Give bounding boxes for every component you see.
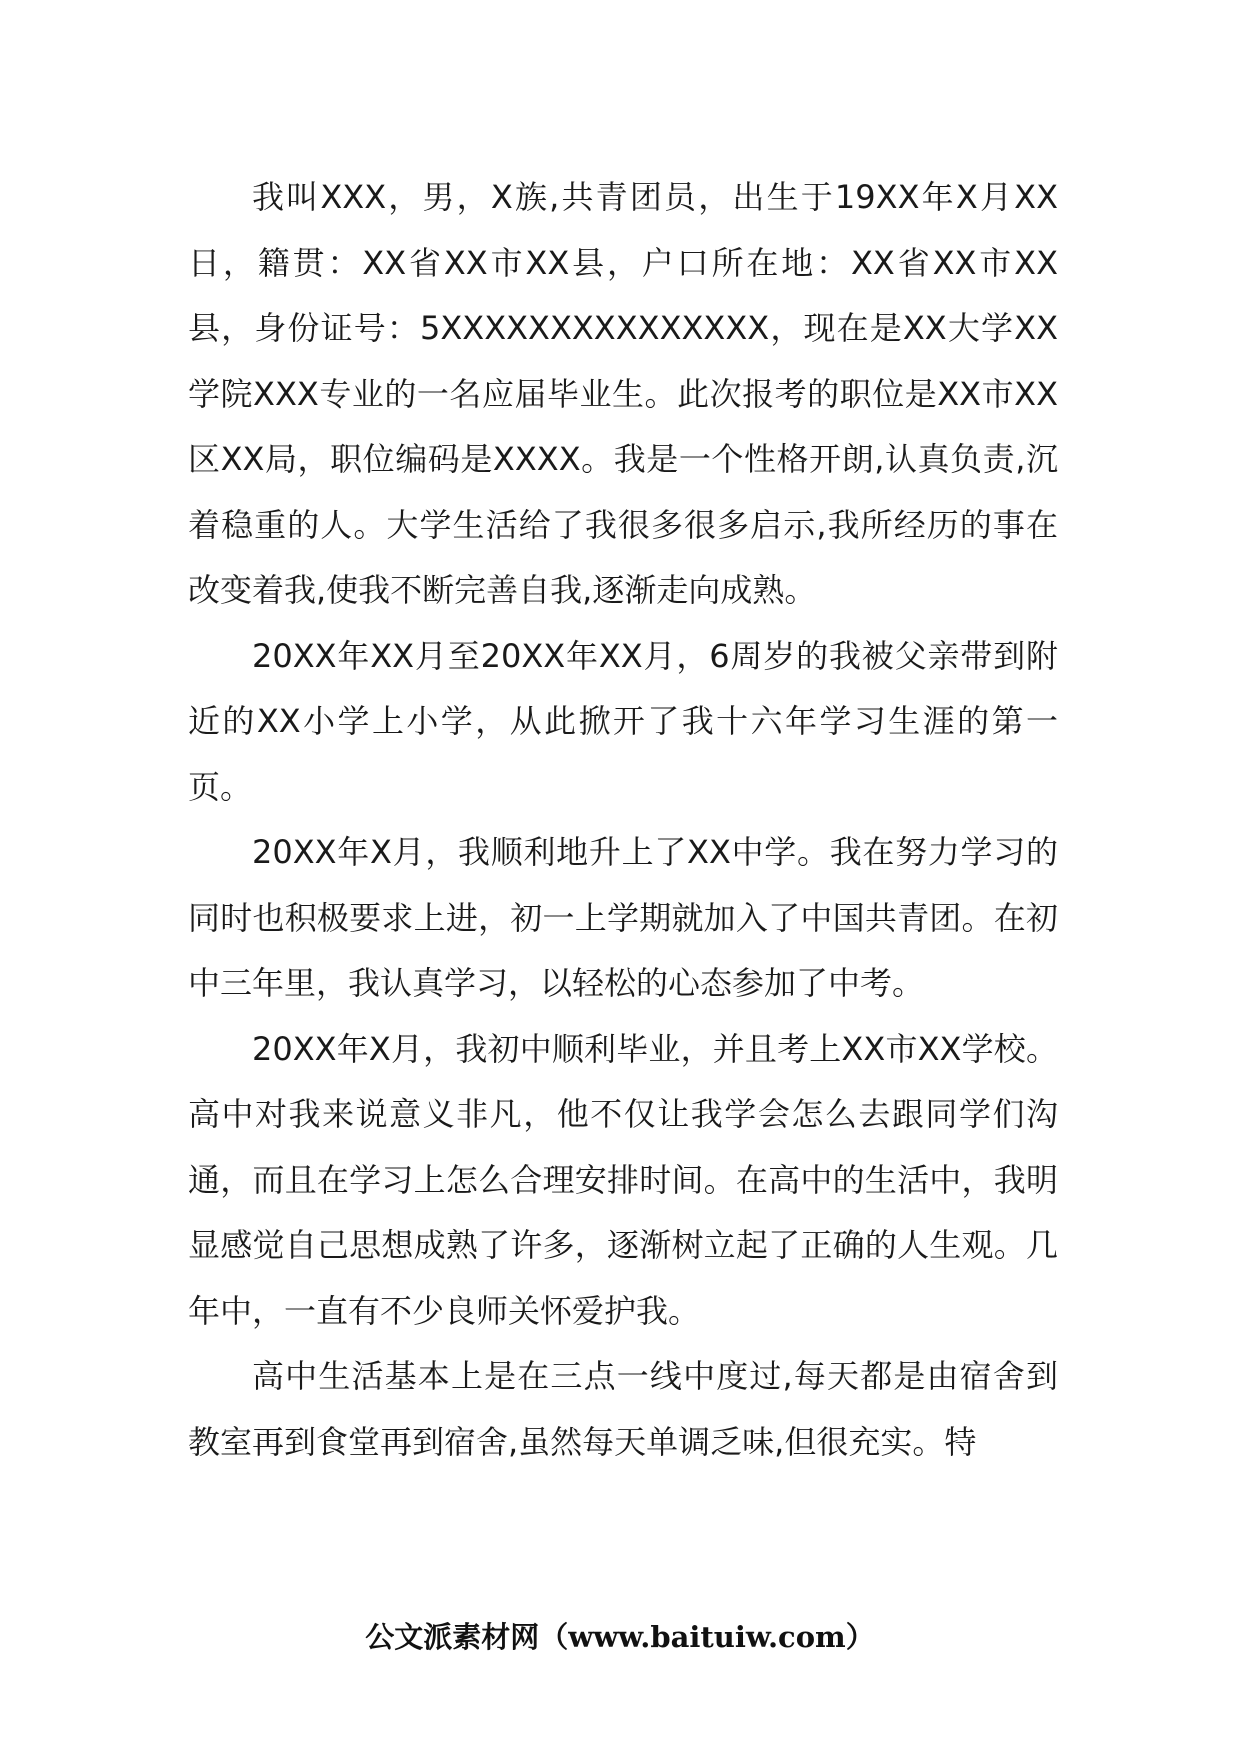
footer-source-label: 公文派素材网（www.baituiw.com） — [365, 1620, 875, 1654]
document-body — [188, 165, 1058, 1475]
paragraph-high-school-life: 高中生活基本上是在三点一线中度过,每天都是由宿舍到教室再到食堂再到宿舍,虽然每天单调乏味,但很充实。特 — [188, 1357, 1058, 1461]
paragraph-primary-school: 20XX年XX月至20XX年XX月，6周岁的我被父亲带到附近的XX小学上小学，从此掀开了我十六年学习生涯的第一页。 — [188, 636, 1058, 806]
paragraph-high-school: 20XX年X月，我初中顺利毕业，并且考上XX市XX学校。高中对我来说意义非凡，他不仅让我学会怎么去跟同学们沟通，而且在学习上怎么合理安排时间。在高中的生活中，我明显感觉自己思想成熟了许多，逐渐树立起了正确的人生观。几年中，一直有不少良师关怀爱护我。 — [188, 1029, 1058, 1330]
paragraph-middle-school: 20XX年X月，我顺利地升上了XX中学。我在努力学习的同时也积极要求上进，初一上学期就加入了中国共青团。在初中三年里，我认真学习，以轻松的心态参加了中考。 — [188, 833, 1058, 1002]
paragraph-personal-info: 我叫XXX，男，X族,共青团员，出生于19XX年X月XX日，籍贯：XX省XX市XX县，户口所在地：XX省XX市XX县，身份证号：5XXXXXXXXXXXXXXX，现在是XX大学XX学院XXX专业的一名应届毕业生。此次报考的职位是XX市XX区XX局，职位编码是XXXX。我是一个性格开朗,认真负责,沉着稳重的人。大学生活给了我很多很多启示,我所经历的事在改变着我,使我不断完善自我,逐渐走向成熟。 — [188, 178, 1058, 609]
